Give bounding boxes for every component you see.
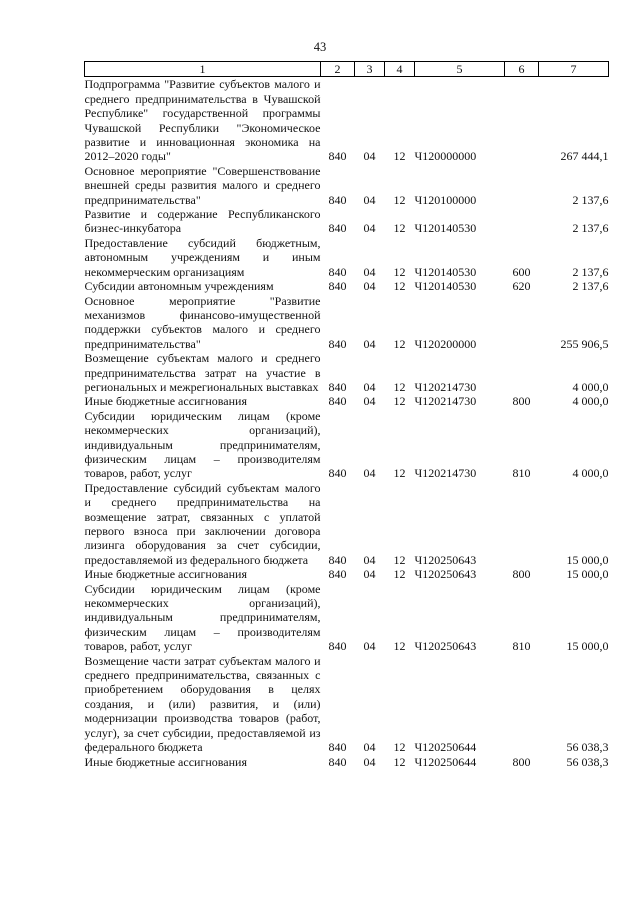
expense-type-cell bbox=[505, 654, 539, 755]
column-header-7: 7 bbox=[539, 62, 609, 77]
subsection-cell: 12 bbox=[393, 394, 406, 409]
expense-type-cell bbox=[505, 207, 539, 236]
subsection-cell: 12 bbox=[393, 567, 406, 582]
row-name-cell: Возмещение части затрат субъектам малого и среднего предпринимательства, связанных с приобретением оборудования в целях создания, и (или) развития, и (или) модернизации производства товаров (работ, услуг), за счет субсидии, предоставляемой из федерального бюджета bbox=[84, 653, 321, 755]
section-cell: 04 bbox=[363, 740, 376, 755]
row-name-cell: Возмещение субъектам малого и среднего предпринимательства затрат на участие в региональных и межрегиональных выставках bbox=[84, 351, 321, 394]
expense-type-cell: 810 bbox=[512, 466, 531, 481]
section-cell: 04 bbox=[363, 192, 376, 207]
row-name-cell: Субсидии юридическим лицам (кроме некоммерческих организаций), индивидуальным предпринимателям, физическим лицам – производителям товаров, работ, услуг bbox=[84, 408, 321, 481]
amount-cell: 15 000,0 bbox=[566, 639, 609, 654]
row-name-cell: Подпрограмма "Развитие субъектов малого и среднего предпринимательства в Чувашской Республике" государственной программы Чувашской Республики "Экономическое развитие и инновационная экономика на 2012–2020 годы" bbox=[84, 77, 321, 164]
amount-cell: 56 038,3 bbox=[566, 740, 609, 755]
target-article-cell: Ч120140530 bbox=[414, 221, 477, 236]
target-article-cell: Ч120140530 bbox=[414, 264, 477, 279]
expense-type-cell bbox=[505, 77, 539, 164]
target-article-cell: Ч120250643 bbox=[414, 552, 477, 567]
section-cell: 04 bbox=[363, 754, 376, 769]
table-row bbox=[85, 755, 609, 769]
subsection-cell: 12 bbox=[393, 336, 406, 351]
amount-cell: 4 000,0 bbox=[572, 466, 609, 481]
section-cell: 04 bbox=[363, 221, 376, 236]
target-article-cell: Ч120250643 bbox=[414, 639, 477, 654]
table-row bbox=[85, 294, 609, 352]
target-article-cell: Ч120214730 bbox=[414, 379, 477, 394]
amount-cell: 2 137,6 bbox=[572, 279, 609, 294]
ministry-code-cell: 840 bbox=[328, 567, 347, 582]
table-row bbox=[85, 207, 609, 236]
expense-type-cell: 800 bbox=[512, 394, 531, 409]
target-article-cell: Ч120214730 bbox=[414, 466, 477, 481]
expense-type-cell: 600 bbox=[512, 264, 531, 279]
section-cell: 04 bbox=[363, 394, 376, 409]
expense-type-cell bbox=[505, 164, 539, 207]
row-name-cell: Основное мероприятие "Развитие механизмов финансово-имущественной поддержки субъектов малого и среднего предпринимательства" bbox=[84, 293, 321, 351]
table-row bbox=[85, 236, 609, 279]
row-name-cell: Основное мероприятие "Совершенствование внешней среды развития малого и среднего предпринимательства" bbox=[84, 163, 321, 207]
section-cell: 04 bbox=[363, 639, 376, 654]
subsection-cell: 12 bbox=[393, 754, 406, 769]
amount-cell: 267 444,1 bbox=[560, 149, 609, 164]
ministry-code-cell: 840 bbox=[328, 192, 347, 207]
subsection-cell: 12 bbox=[393, 192, 406, 207]
ministry-code-cell: 840 bbox=[328, 279, 347, 294]
ministry-code-cell: 840 bbox=[328, 394, 347, 409]
subsection-cell: 12 bbox=[393, 264, 406, 279]
column-header-2: 2 bbox=[321, 62, 355, 77]
ministry-code-cell: 840 bbox=[328, 149, 347, 164]
row-name-cell: Субсидии юридическим лицам (кроме некоммерческих организаций), индивидуальным предпринимателям, физическим лицам – производителям товаров, работ, услуг bbox=[84, 581, 321, 654]
expense-type-cell bbox=[505, 481, 539, 567]
table-row bbox=[85, 481, 609, 567]
subsection-cell: 12 bbox=[393, 552, 406, 567]
subsection-cell: 12 bbox=[393, 740, 406, 755]
table-row bbox=[85, 582, 609, 654]
amount-cell: 255 906,5 bbox=[560, 336, 609, 351]
table-body bbox=[85, 77, 609, 769]
row-name-cell: Иные бюджетные ассигнования bbox=[84, 567, 247, 582]
expense-type-cell: 800 bbox=[512, 754, 531, 769]
amount-cell: 2 137,6 bbox=[572, 221, 609, 236]
section-cell: 04 bbox=[363, 149, 376, 164]
table-row bbox=[85, 351, 609, 394]
column-header-1: 1 bbox=[85, 62, 321, 77]
target-article-cell: Ч120250643 bbox=[414, 567, 477, 582]
ministry-code-cell: 840 bbox=[328, 221, 347, 236]
amount-cell: 56 038,3 bbox=[566, 754, 609, 769]
subsection-cell: 12 bbox=[393, 221, 406, 236]
expense-type-cell bbox=[505, 294, 539, 352]
budget-table bbox=[84, 61, 609, 769]
subsection-cell: 12 bbox=[393, 149, 406, 164]
row-name-cell: Предоставление субсидий бюджетным, автономным учреждениям и иным некоммерческим организациям bbox=[84, 235, 321, 279]
amount-cell: 2 137,6 bbox=[572, 192, 609, 207]
ministry-code-cell: 840 bbox=[328, 264, 347, 279]
ministry-code-cell: 840 bbox=[328, 740, 347, 755]
subsection-cell: 12 bbox=[393, 379, 406, 394]
table-row bbox=[85, 279, 609, 293]
target-article-cell: Ч120214730 bbox=[414, 394, 477, 409]
table-row bbox=[85, 409, 609, 481]
section-cell: 04 bbox=[363, 264, 376, 279]
row-name-cell: Предоставление субсидий субъектам малого и среднего предпринимательства на возмещение затрат, связанных с уплатой первого взноса при заключении договора лизинга оборудования за счет субсидии, предоставляемой из федерального бюджета bbox=[84, 480, 321, 567]
subsection-cell: 12 bbox=[393, 639, 406, 654]
table-header-row bbox=[85, 62, 609, 77]
column-header-6: 6 bbox=[505, 62, 539, 77]
ministry-code-cell: 840 bbox=[328, 336, 347, 351]
page-number: 43 bbox=[313, 40, 327, 54]
section-cell: 04 bbox=[363, 379, 376, 394]
section-cell: 04 bbox=[363, 336, 376, 351]
table-row bbox=[85, 654, 609, 755]
ministry-code-cell: 840 bbox=[328, 466, 347, 481]
row-name-cell: Субсидии автономным учреждениям bbox=[84, 279, 274, 294]
column-header-4: 4 bbox=[385, 62, 415, 77]
expense-type-cell: 810 bbox=[512, 639, 531, 654]
amount-cell: 2 137,6 bbox=[572, 264, 609, 279]
row-name-cell: Иные бюджетные ассигнования bbox=[84, 394, 247, 409]
subsection-cell: 12 bbox=[393, 279, 406, 294]
amount-cell: 4 000,0 bbox=[572, 379, 609, 394]
ministry-code-cell: 840 bbox=[328, 379, 347, 394]
column-header-3: 3 bbox=[355, 62, 385, 77]
target-article-cell: Ч120250644 bbox=[414, 740, 477, 755]
expense-type-cell: 800 bbox=[512, 567, 531, 582]
ministry-code-cell: 840 bbox=[328, 552, 347, 567]
expense-type-cell: 620 bbox=[512, 279, 531, 294]
target-article-cell: Ч120200000 bbox=[414, 336, 477, 351]
amount-cell: 15 000,0 bbox=[566, 567, 609, 582]
amount-cell: 15 000,0 bbox=[566, 552, 609, 567]
table-row bbox=[85, 164, 609, 207]
section-cell: 04 bbox=[363, 552, 376, 567]
table-row bbox=[85, 394, 609, 408]
section-cell: 04 bbox=[363, 567, 376, 582]
expense-type-cell bbox=[505, 351, 539, 394]
row-name-cell: Развитие и содержание Республиканского бизнес-инкубатора bbox=[84, 207, 321, 236]
row-name-cell: Иные бюджетные ассигнования bbox=[84, 754, 247, 769]
section-cell: 04 bbox=[363, 466, 376, 481]
target-article-cell: Ч120140530 bbox=[414, 279, 477, 294]
target-article-cell: Ч120250644 bbox=[414, 754, 477, 769]
amount-cell: 4 000,0 bbox=[572, 394, 609, 409]
section-cell: 04 bbox=[363, 279, 376, 294]
target-article-cell: Ч120100000 bbox=[414, 192, 477, 207]
table-row bbox=[85, 77, 609, 164]
table-row bbox=[85, 567, 609, 581]
column-header-5: 5 bbox=[415, 62, 505, 77]
subsection-cell: 12 bbox=[393, 466, 406, 481]
target-article-cell: Ч120000000 bbox=[414, 149, 477, 164]
ministry-code-cell: 840 bbox=[328, 754, 347, 769]
ministry-code-cell: 840 bbox=[328, 639, 347, 654]
